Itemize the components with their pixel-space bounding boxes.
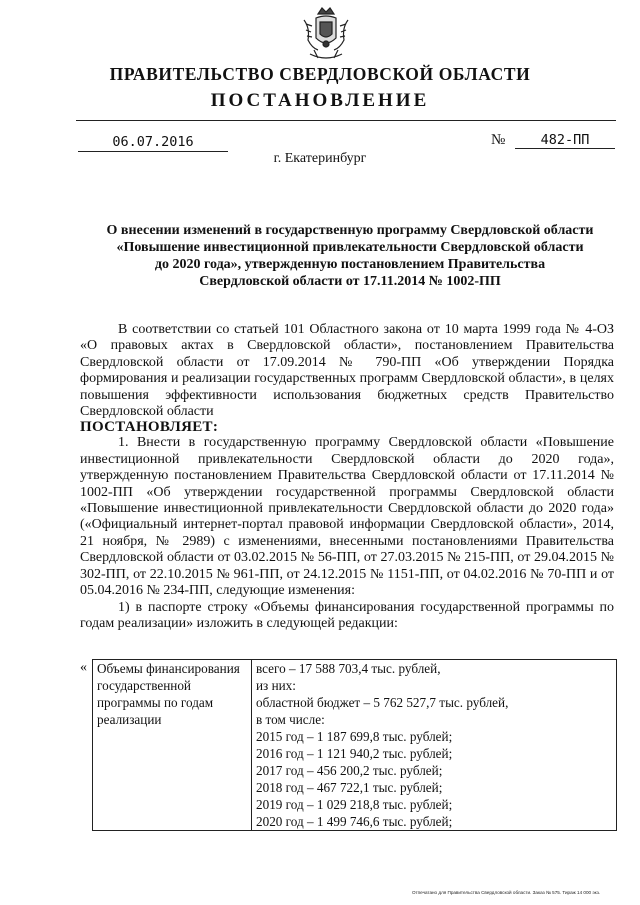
title-line: до 2020 года», утвержденную постановлением Правительства (154, 257, 546, 272)
table-cell-values (252, 660, 617, 831)
document-city: г. Екатеринбург (273, 151, 367, 166)
value-line: 2016 год – 1 121 940,2 тыс. рублей; (256, 746, 453, 761)
value-line: областной бюджет – 5 762 527,7 тыс. рублей, (256, 695, 509, 710)
number-sign: № (491, 132, 506, 148)
decree-word: ПОСТАНОВЛЯЕТ: (80, 419, 219, 436)
opening-quote: « (80, 660, 87, 675)
value-line: 2018 год – 467 722,1 тыс. рублей; (256, 780, 443, 795)
preamble-paragraph: В соответствии со статьей 101 Областного закона от 10 марта 1999 года № 4-ОЗ «О правовых актах в Свердловской области», постановлением Правительства Свердловской области от 17.09.2014 № 790-ПП «Об утверждении Порядка формирования и реализации государственных программ Свердловской области», в целях повышения эффективности использования бюджетных средств Правительство Свердловской области (80, 322, 614, 420)
document-title (80, 222, 620, 290)
document-type: ПОСТАНОВЛЕНИЕ (210, 90, 430, 111)
document-number (491, 132, 619, 149)
table-row (93, 660, 617, 831)
document-date: 06.07.2016 (78, 134, 228, 152)
document-body (80, 322, 614, 632)
header-divider (76, 120, 616, 121)
coat-of-arms-icon (296, 4, 356, 64)
organization-name: ПРАВИТЕЛЬСТВО СВЕРДЛОВСКОЙ ОБЛАСТИ (109, 64, 531, 84)
number-value: 482-ПП (515, 132, 615, 149)
value-line: 2019 год – 1 029 218,8 тыс. рублей; (256, 797, 453, 812)
table-cell-label: Объемы финансирования государственной программы по годам реализации (93, 660, 252, 831)
subitem-1-paragraph: 1) в паспорте строку «Объемы финансирования государственной программы по годам реализации» изложить в следующей редакции: (80, 599, 614, 631)
item-1-paragraph: 1. Внести в государственную программу Свердловской области «Повышение инвестиционной привлекательности Свердловской области до 2020 года», утвержденную постановлением Правительства Свердловской области от 17.11.2014 № 1002-ПП «Об утверждении государственной программы Свердловской области «Повышение инвестиционной привлекательности Свердловской области до 2020 года» («Официальный интернет-портал правовой информации Свердловской области», 2014, 21 ноября, № 2989) с изменениями, внесенными постановлениями Правительства Свердловской области от 03.02.2015 № 56-ПП, от 27.03.2015 № 215-ПП, от 29.04.2015 № 302-ПП, от 22.10.2015 № 961-ПП, от 24.12.2015 № 1151-ПП, от 04.02.2016 № 70-ПП и от 05.04.2016 № 234-ПП, следующие изменения: (80, 435, 614, 599)
value-line: 2017 год – 456 200,2 тыс. рублей; (256, 763, 443, 778)
title-line: О внесении изменений в государственную программу Свердловской области (106, 223, 594, 238)
print-note: Отпечатано для Правительства Свердловской области. Заказ № 575. Тираж 14 000 экз. (412, 890, 601, 895)
value-line: в том числе: (256, 712, 325, 727)
value-line: из них: (256, 678, 296, 693)
value-line: 2020 год – 1 499 746,6 тыс. рублей; (256, 814, 453, 829)
value-line: 2015 год – 1 187 699,8 тыс. рублей; (256, 729, 453, 744)
title-line: «Повышение инвестиционной привлекательности Свердловской области (116, 240, 584, 255)
value-line: всего – 17 588 703,4 тыс. рублей, (256, 661, 441, 676)
passport-table (92, 659, 617, 831)
title-line: Свердловской области от 17.11.2014 № 1002-ПП (199, 274, 501, 289)
